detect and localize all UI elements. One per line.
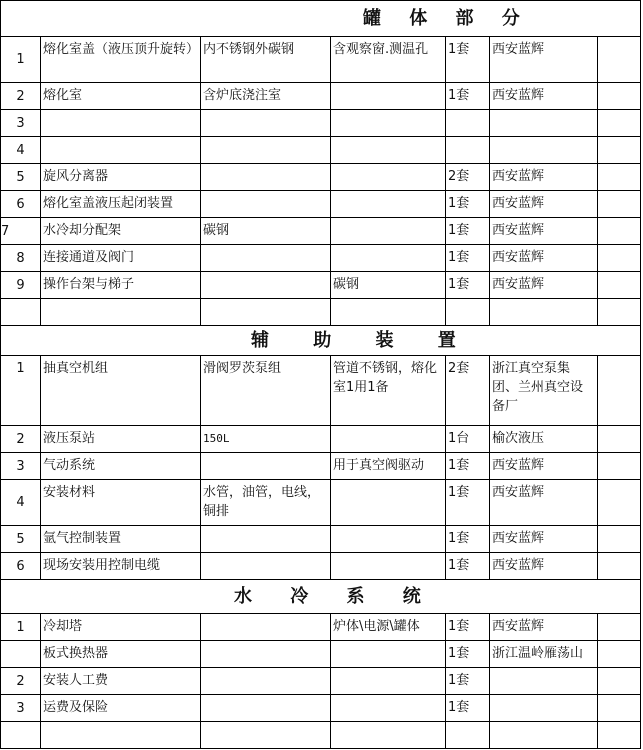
item-quantity: 2套 bbox=[446, 356, 490, 426]
section-header-row bbox=[1, 326, 641, 356]
table-row bbox=[1, 164, 641, 191]
item-note: 用于真空阀驱动 bbox=[331, 453, 446, 480]
row-number: 2 bbox=[1, 83, 41, 110]
row-number: 1 bbox=[1, 37, 41, 83]
table-row bbox=[1, 641, 641, 668]
row-number: 4 bbox=[1, 137, 41, 164]
item-supplier: 西安蓝辉 bbox=[490, 191, 598, 218]
item-supplier bbox=[490, 668, 598, 695]
item-name: 旋风分离器 bbox=[41, 164, 201, 191]
item-name: 操作台架与梯子 bbox=[41, 272, 201, 299]
item-note bbox=[331, 245, 446, 272]
item-quantity: 1套 bbox=[446, 480, 490, 526]
item-note: 炉体\电源\罐体 bbox=[331, 614, 446, 641]
item-supplier: 西安蓝辉 bbox=[490, 480, 598, 526]
item-quantity bbox=[446, 722, 490, 749]
table-row bbox=[1, 668, 641, 695]
table-row bbox=[1, 110, 641, 137]
item-note bbox=[331, 695, 446, 722]
item-note bbox=[331, 526, 446, 553]
item-quantity: 1套 bbox=[446, 695, 490, 722]
item-name bbox=[41, 137, 201, 164]
row-number: 9 bbox=[1, 272, 41, 299]
item-extra bbox=[598, 695, 641, 722]
item-quantity bbox=[446, 110, 490, 137]
item-supplier bbox=[490, 137, 598, 164]
item-quantity bbox=[446, 299, 490, 326]
item-supplier bbox=[490, 695, 598, 722]
table-row bbox=[1, 37, 641, 83]
item-name: 安装材料 bbox=[41, 480, 201, 526]
item-material bbox=[201, 453, 331, 480]
item-material bbox=[201, 526, 331, 553]
item-extra bbox=[598, 553, 641, 580]
item-note bbox=[331, 83, 446, 110]
item-note bbox=[331, 110, 446, 137]
item-supplier: 西安蓝辉 bbox=[490, 164, 598, 191]
table-row bbox=[1, 695, 641, 722]
item-material bbox=[201, 191, 331, 218]
item-quantity: 1台 bbox=[446, 426, 490, 453]
item-name: 冷却塔 bbox=[41, 614, 201, 641]
item-name: 熔化室 bbox=[41, 83, 201, 110]
item-extra bbox=[598, 614, 641, 641]
item-extra bbox=[598, 37, 641, 83]
row-number: 7 bbox=[1, 218, 41, 245]
row-number: 3 bbox=[1, 110, 41, 137]
item-extra bbox=[598, 137, 641, 164]
item-quantity: 1套 bbox=[446, 83, 490, 110]
row-number: 3 bbox=[1, 453, 41, 480]
item-name: 连接通道及阀门 bbox=[41, 245, 201, 272]
table-row bbox=[1, 526, 641, 553]
item-quantity: 1套 bbox=[446, 218, 490, 245]
item-name bbox=[41, 722, 201, 749]
item-material bbox=[201, 299, 331, 326]
item-quantity: 1套 bbox=[446, 245, 490, 272]
row-number: 2 bbox=[1, 668, 41, 695]
table-row bbox=[1, 299, 641, 326]
item-name: 气动系统 bbox=[41, 453, 201, 480]
item-name: 抽真空机组 bbox=[41, 356, 201, 426]
item-supplier: 西安蓝辉 bbox=[490, 614, 598, 641]
item-extra bbox=[598, 453, 641, 480]
item-extra bbox=[598, 722, 641, 749]
row-number: 8 bbox=[1, 245, 41, 272]
item-note bbox=[331, 191, 446, 218]
row-number: 5 bbox=[1, 526, 41, 553]
item-name: 水冷却分配架 bbox=[41, 218, 201, 245]
item-name bbox=[41, 110, 201, 137]
row-number: 4 bbox=[1, 480, 41, 526]
item-supplier: 西安蓝辉 bbox=[490, 453, 598, 480]
item-extra bbox=[598, 110, 641, 137]
item-material bbox=[201, 695, 331, 722]
item-supplier: 浙江真空泵集团、兰州真空设备厂 bbox=[490, 356, 598, 426]
item-quantity: 1套 bbox=[446, 37, 490, 83]
item-name: 氩气控制装置 bbox=[41, 526, 201, 553]
table-row bbox=[1, 191, 641, 218]
item-extra bbox=[598, 164, 641, 191]
item-quantity: 1套 bbox=[446, 526, 490, 553]
item-extra bbox=[598, 641, 641, 668]
item-supplier: 西安蓝辉 bbox=[490, 37, 598, 83]
item-note bbox=[331, 164, 446, 191]
table-row bbox=[1, 426, 641, 453]
section-title: 罐 体 部 分 bbox=[363, 8, 520, 29]
item-material bbox=[201, 245, 331, 272]
item-note: 管道不锈钢，熔化室1用1备 bbox=[331, 356, 446, 426]
item-extra bbox=[598, 299, 641, 326]
item-material bbox=[201, 668, 331, 695]
item-material bbox=[201, 614, 331, 641]
item-quantity: 1套 bbox=[446, 614, 490, 641]
row-number: 6 bbox=[1, 191, 41, 218]
item-supplier: 西安蓝辉 bbox=[490, 83, 598, 110]
item-material bbox=[201, 272, 331, 299]
item-name: 现场安装用控制电缆 bbox=[41, 553, 201, 580]
table-row bbox=[1, 722, 641, 749]
table-row bbox=[1, 553, 641, 580]
item-note bbox=[331, 137, 446, 164]
item-quantity: 1套 bbox=[446, 553, 490, 580]
section-title: 水 冷 系 统 bbox=[234, 586, 421, 607]
table-row bbox=[1, 356, 641, 426]
item-material bbox=[201, 722, 331, 749]
row-number: 1 bbox=[1, 356, 41, 426]
table-row bbox=[1, 614, 641, 641]
item-material bbox=[201, 164, 331, 191]
item-extra bbox=[598, 245, 641, 272]
item-name: 熔化室盖（液压顶升旋转） bbox=[41, 37, 201, 83]
item-name: 板式换热器 bbox=[41, 641, 201, 668]
item-supplier: 西安蓝辉 bbox=[490, 526, 598, 553]
item-quantity: 1套 bbox=[446, 641, 490, 668]
table-row bbox=[1, 137, 641, 164]
item-note bbox=[331, 426, 446, 453]
table-row bbox=[1, 480, 641, 526]
item-material: 碳钢 bbox=[201, 218, 331, 245]
section-title: 辅 助 装 置 bbox=[251, 330, 456, 351]
item-extra bbox=[598, 526, 641, 553]
item-name: 运费及保险 bbox=[41, 695, 201, 722]
item-supplier bbox=[490, 722, 598, 749]
item-note: 碳钢 bbox=[331, 272, 446, 299]
row-number: 5 bbox=[1, 164, 41, 191]
table-row bbox=[1, 453, 641, 480]
item-material: 内不锈钢外碳钢 bbox=[201, 37, 331, 83]
item-quantity: 1套 bbox=[446, 272, 490, 299]
table-row bbox=[1, 272, 641, 299]
item-material bbox=[201, 553, 331, 580]
item-supplier: 西安蓝辉 bbox=[490, 272, 598, 299]
item-extra bbox=[598, 480, 641, 526]
item-supplier bbox=[490, 299, 598, 326]
row-number bbox=[1, 641, 41, 668]
item-note: 含观察窗.测温孔 bbox=[331, 37, 446, 83]
item-note bbox=[331, 722, 446, 749]
item-name: 安装人工费 bbox=[41, 668, 201, 695]
section-header-row bbox=[1, 1, 641, 37]
item-material bbox=[201, 110, 331, 137]
item-extra bbox=[598, 426, 641, 453]
item-supplier bbox=[490, 110, 598, 137]
row-number: 1 bbox=[1, 614, 41, 641]
item-name bbox=[41, 299, 201, 326]
row-number bbox=[1, 299, 41, 326]
item-name: 熔化室盖液压起闭装置 bbox=[41, 191, 201, 218]
table-row bbox=[1, 83, 641, 110]
row-number bbox=[1, 722, 41, 749]
item-extra bbox=[598, 356, 641, 426]
item-supplier: 西安蓝辉 bbox=[490, 218, 598, 245]
item-extra bbox=[598, 218, 641, 245]
item-material: 150L bbox=[201, 426, 331, 453]
row-number: 6 bbox=[1, 553, 41, 580]
item-material bbox=[201, 641, 331, 668]
item-extra bbox=[598, 191, 641, 218]
row-number: 3 bbox=[1, 695, 41, 722]
item-supplier: 西安蓝辉 bbox=[490, 245, 598, 272]
item-supplier: 西安蓝辉 bbox=[490, 553, 598, 580]
row-number: 2 bbox=[1, 426, 41, 453]
item-quantity: 2套 bbox=[446, 164, 490, 191]
item-quantity: 1套 bbox=[446, 191, 490, 218]
item-extra bbox=[598, 668, 641, 695]
item-supplier: 浙江温岭雁荡山 bbox=[490, 641, 598, 668]
item-note bbox=[331, 668, 446, 695]
item-material: 水管，油管，电线，铜排 bbox=[201, 480, 331, 526]
item-note bbox=[331, 299, 446, 326]
item-material: 滑阀罗茨泵组 bbox=[201, 356, 331, 426]
item-extra bbox=[598, 272, 641, 299]
item-note bbox=[331, 641, 446, 668]
table-row bbox=[1, 218, 641, 245]
section-header-row bbox=[1, 580, 641, 614]
item-supplier: 榆次液压 bbox=[490, 426, 598, 453]
item-quantity: 1套 bbox=[446, 668, 490, 695]
item-quantity bbox=[446, 137, 490, 164]
item-material bbox=[201, 137, 331, 164]
item-note bbox=[331, 553, 446, 580]
item-name: 液压泵站 bbox=[41, 426, 201, 453]
table-row bbox=[1, 245, 641, 272]
item-material: 含炉底浇注室 bbox=[201, 83, 331, 110]
item-note bbox=[331, 480, 446, 526]
item-note bbox=[331, 218, 446, 245]
item-extra bbox=[598, 83, 641, 110]
item-quantity: 1套 bbox=[446, 453, 490, 480]
